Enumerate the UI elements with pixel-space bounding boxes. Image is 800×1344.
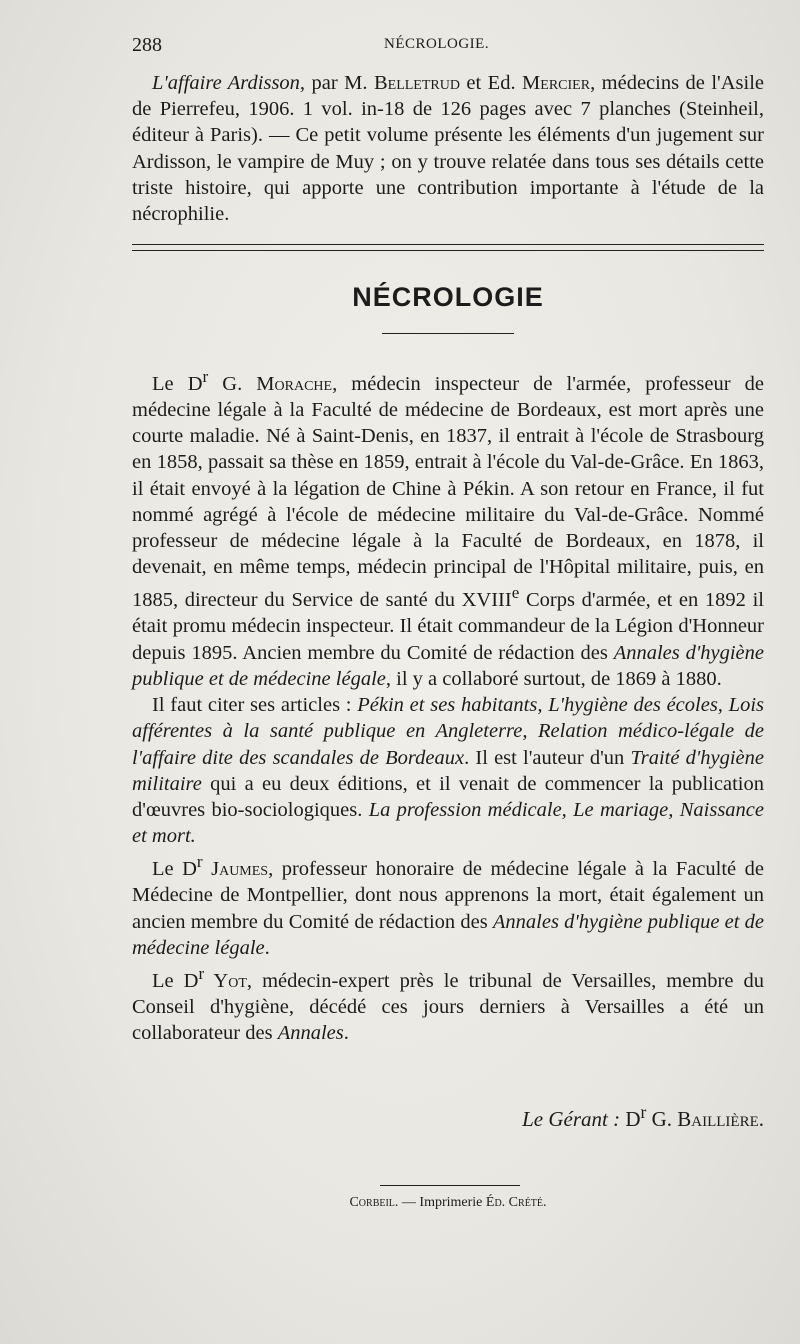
printer-imprint: Corbeil. — Imprimerie Éd. Crété. [349, 1195, 547, 1210]
review-title: L'affaire Ardisson [152, 72, 300, 94]
obituary-section [132, 364, 764, 1046]
section-divider [132, 244, 764, 251]
section-title: NÉCROLOGIE [352, 282, 544, 312]
book-title: Traité d'hygiène militaire [132, 746, 764, 795]
review-paragraph: L'affaire Ardisson, par M. Belletrud et Ed. Mercier, médecins de l'Asile de Pierrefeu, 1906. 1 vol. in-18 de 126 pages avec 7 planches (Steinheil, éditeur à Paris). — Ce petit volume présente les éléments d'un jugement sur Ardisson, le vampire de Muy ; on y trouve relatée dans tous ses détails cette triste histoire, qui apporte une contribution importante à l'étude de la nécrophilie. [132, 72, 764, 226]
page-header [132, 34, 764, 58]
obituary-paragraph-works: Il faut citer ses articles : Pékin et ses habitants, L'hygiène des écoles, Lois afférentes à la santé publique en Angleterre, Relation médico-légale de l'affaire dite des scandales de Bordeaux. Il est l'auteur d'un Traité d'hygiène militaire qui a eu deux éditions, et il venait de commencer la publication d'œuvres bio-sociologiques. La profession médicale, Le mariage, Naissance et mort. [132, 694, 765, 848]
book-review [132, 70, 764, 227]
title-underline [382, 333, 514, 334]
signature: Le Gérant : $D^r$ G. Baillière. [522, 1102, 764, 1131]
journal-title: Annales [277, 1022, 344, 1045]
journal-title: Annales d'hygiène publique et de médecine légale [132, 641, 764, 690]
journal-title: Annales d'hygiène publique et de médecine légale [132, 910, 764, 959]
obituary-paragraph-morache: Le $D^r$ G. Morache, médecin inspecteur de l'armée, professeur de médecine légale à la Faculté de médecine de Bordeaux, est mort après une courte maladie. Né à Saint-Denis, en 1837, il entrait à l'école de Strasbourg en 1858, passait sa thèse en 1859, entrait à l'école du Val-de-Grâce. En 1863, il était envoyé à la légation de Chine à Pékin. A son retour en France, il fut nommé agrégé à l'école de médecine militaire du Val-de-Grâce. Nommé professeur de médecine légale à la Faculté de Bordeaux, en 1878, il devenait, en même temps, médecin principal de l'Hôpital militaire, puis, en 1885, directeur du Service de santé du XVIIIe Corps d'armée, et en 1892 il était promu médecin inspecteur. Il était commandeur de la Légion d'Honneur depuis 1895. Ancien membre du Comité de rédaction des Annales d'hygiène publique et de médecine légale, il y a collaboré surtout, de 1869 à 1880. [132, 367, 765, 690]
person-name: G. Morache [208, 372, 333, 395]
footer-rule [380, 1185, 520, 1186]
person-name: Yot [204, 969, 247, 992]
works-list-2: La profession médicale, Le mariage, Naissance et mort. [132, 798, 764, 848]
review-author-1: Belletrud [373, 72, 460, 94]
running-title: NÉCROLOGIE. [384, 36, 490, 52]
obituary-paragraph-yot: Le $D^r$ Yot, médecin-expert près le tribunal de Versailles, membre du Conseil d'hygiène, décédé ces jours derniers à Versailles a été un collaborateur des Annales. [132, 963, 764, 1045]
review-author-2: Mercier [522, 72, 591, 94]
page-number: 288 [132, 34, 162, 56]
works-list: Pékin et ses habitants, L'hygiène des écoles, Lois afférentes à la santé publique en Angleterre, Relation médico-légale de l'affaire dite des scandales de Bordeaux [132, 694, 765, 769]
obituary-paragraph-jaumes: Le $D^r$ Jaumes, professeur honoraire de médecine légale à la Faculté de Médecine de Montpellier, dont nous apprenons la mort, était également un ancien membre du Comité de rédaction des Annales d'hygiène publique et de médecine légale. [132, 852, 764, 959]
person-name: Jaumes [202, 858, 269, 881]
